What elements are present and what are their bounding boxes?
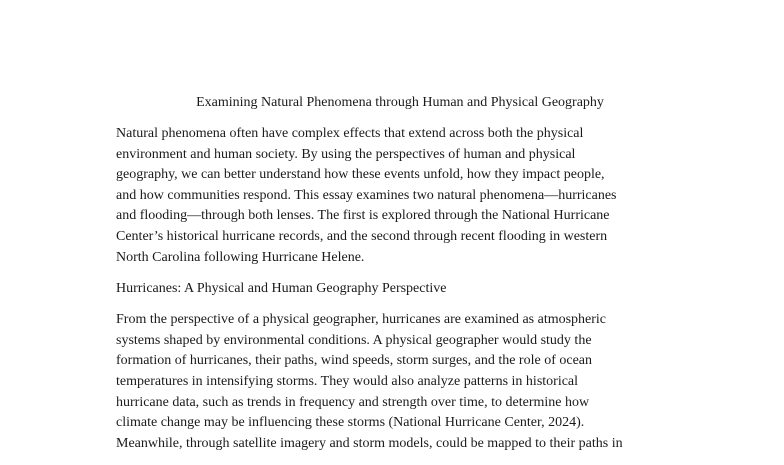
section-line: hurricane data, such as trends in frequency and strength over time, to determine how [116, 394, 590, 410]
section-line: formation of hurricanes, their paths, wind speeds, storm surges, and the role of ocean [116, 353, 592, 369]
section-line: climate change may be influencing these storms (National Hurricane Center, 2024). [116, 415, 585, 431]
intro-line: environment and human society. By using the perspectives of human and physical [116, 146, 576, 162]
intro-line: and flooding—through both lenses. The first is explored through the National Hurricane [116, 208, 610, 224]
section-line: systems shaped by environmental conditions. A physical geographer would study the [116, 332, 592, 348]
section-line: temperatures in intensifying storms. They would also analyze patterns in historical [116, 373, 579, 389]
intro-line: Center’s historical hurricane records, and the second through recent flooding in western [116, 228, 608, 244]
section-paragraph [116, 310, 672, 454]
section-line: From the perspective of a physical geographer, hurricanes are examined as atmospheric [116, 312, 607, 328]
section-heading: Hurricanes: A Physical and Human Geography Perspective [116, 281, 447, 297]
intro-paragraph [116, 124, 672, 268]
intro-line: Natural phenomena often have complex effects that extend across both the physical [116, 126, 584, 141]
intro-line: North Carolina following Hurricane Helene. [116, 249, 365, 265]
document-body [116, 93, 672, 465]
intro-line: geography, we can better understand how these events unfold, how they impact people, [116, 167, 605, 183]
section-line: Meanwhile, through satellite imagery and storm models, could be mapped to their paths in [116, 435, 623, 451]
intro-line: and how communities respond. This essay examines two natural phenomena—hurricanes [116, 187, 617, 203]
document-title: Examining Natural Phenomena through Human and Physical Geography [196, 95, 604, 110]
